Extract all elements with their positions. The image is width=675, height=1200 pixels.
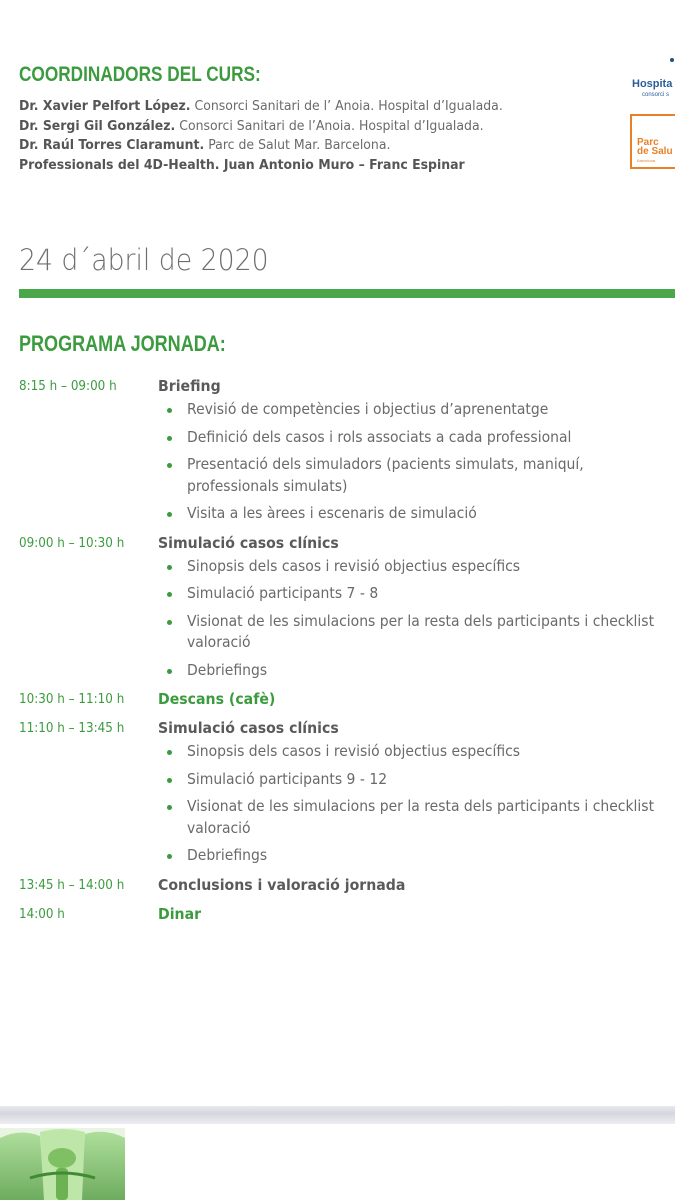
coordinator-detail: Consorci Sanitari de l’ Anoia. Hospital d’Igualada. [190, 99, 503, 114]
list-item-text: Simulació participants 7 - 8 [187, 584, 379, 602]
list-item-text: Visionat de les simulacions per la resta dels participants i checklist valoració [187, 797, 655, 837]
date-divider [19, 289, 675, 298]
slot-item-list [165, 399, 675, 525]
bullet-icon [167, 620, 172, 625]
page-edge-shadow [0, 1106, 675, 1124]
list-item [165, 399, 675, 421]
list-item [165, 454, 675, 497]
logo-dot [670, 58, 674, 62]
slot-time: 14:00 h [19, 906, 65, 922]
schedule-slot [19, 875, 675, 896]
schedule [19, 376, 675, 925]
list-item [165, 583, 675, 605]
slot-time: 09:00 h – 10:30 h [19, 535, 125, 551]
bullet-icon [167, 565, 172, 570]
bullet-icon [167, 854, 172, 859]
parc-logo-subtext: Barcelona [637, 158, 656, 163]
coordinators-list [19, 97, 579, 175]
program-title: PROGRAMA JORNADA: [19, 331, 226, 356]
bullet-icon [167, 408, 172, 413]
bullet-icon [167, 778, 172, 783]
parc-logo-text [637, 138, 673, 156]
list-item-text: Presentació dels simuladors (pacients simulats, maniquí, professionals simulats) [187, 455, 584, 495]
coordinator-name: Dr. Sergi Gil González. [19, 118, 176, 134]
parc-logo-line1: Parc [637, 137, 659, 148]
list-item-text: Revisió de competències i objectius d’aprenentatge [187, 400, 549, 418]
slot-time: 10:30 h – 11:10 h [19, 692, 125, 707]
list-item [165, 503, 675, 525]
list-item [165, 556, 675, 578]
slot-title: Dinar [158, 904, 202, 923]
list-item [165, 845, 675, 867]
list-item [165, 660, 675, 682]
list-item-text: Sinopsis dels casos i revisió objectius específics [187, 556, 521, 575]
hospital-logo-subtext: consorci s [642, 92, 670, 98]
list-item [165, 796, 675, 839]
schedule-slot [19, 689, 675, 710]
list-item [165, 611, 675, 654]
schedule-slot [19, 376, 675, 525]
list-item-text: Debriefings [187, 660, 268, 679]
schedule-slot [19, 718, 675, 867]
bullet-icon [167, 436, 172, 441]
coordinators-title: COORDINADORS DEL CURS: [19, 63, 261, 86]
coordinator-detail: Parc de Salut Mar. Barcelona. [204, 138, 391, 153]
slot-title: Briefing [158, 377, 221, 395]
slot-time: 8:15 h – 09:00 h [19, 379, 117, 394]
coordinator-name: Dr. Raúl Torres Claramunt. [19, 138, 205, 153]
bullet-icon [167, 512, 172, 517]
hospital-logo [628, 56, 675, 102]
slot-item-list [165, 741, 675, 867]
slot-title: Simulació casos clínics [158, 719, 339, 737]
event-date: 24 d´abril de 2020 [19, 243, 269, 277]
coordinator-name: Professionals del 4D-Health. Juan Antonio Muro – Franc Espinar [19, 157, 465, 173]
slot-title: Conclusions i valoració jornada [158, 875, 406, 894]
slot-title: Simulació casos clínics [158, 533, 339, 552]
coordinator-line [19, 97, 557, 117]
parc-salut-logo [630, 114, 675, 169]
list-item-text: Debriefings [187, 846, 268, 864]
coordinator-name: Dr. Xavier Pelfort López. [19, 99, 191, 114]
parc-logo-line2: de Salu [637, 146, 673, 157]
list-item-text: Visita a les àrees i escenaris de simulació [187, 504, 477, 522]
hospital-logo-text: Hospita [632, 78, 673, 90]
list-item-text: Visionat de les simulacions per la resta dels participants i checklist valoració [187, 611, 655, 651]
slot-item-list [165, 556, 675, 682]
coordinator-line [19, 156, 557, 176]
bullet-icon [167, 805, 172, 810]
coordinator-detail: Consorci Sanitari de l’Anoia. Hospital d’Igualada. [175, 118, 484, 134]
list-item [165, 741, 675, 763]
coordinator-line [19, 136, 557, 156]
coordinator-line [19, 117, 557, 137]
slot-time: 13:45 h – 14:00 h [19, 877, 125, 893]
list-item [165, 769, 675, 791]
slot-title: Descans (cafè) [158, 690, 276, 708]
list-item-text: Definició dels casos i rols associats a cada professional [187, 427, 572, 446]
anatomy-illustration [0, 1128, 125, 1200]
bullet-icon [167, 669, 172, 674]
bullet-icon [167, 750, 172, 755]
slot-time: 11:10 h – 13:45 h [19, 721, 125, 736]
schedule-slot [19, 533, 675, 682]
bullet-icon [167, 592, 172, 597]
list-item-text: Sinopsis dels casos i revisió objectius específics [187, 742, 521, 760]
schedule-slot [19, 904, 675, 925]
list-item [165, 427, 675, 449]
bullet-icon [167, 463, 172, 468]
list-item-text: Simulació participants 9 - 12 [187, 769, 388, 788]
